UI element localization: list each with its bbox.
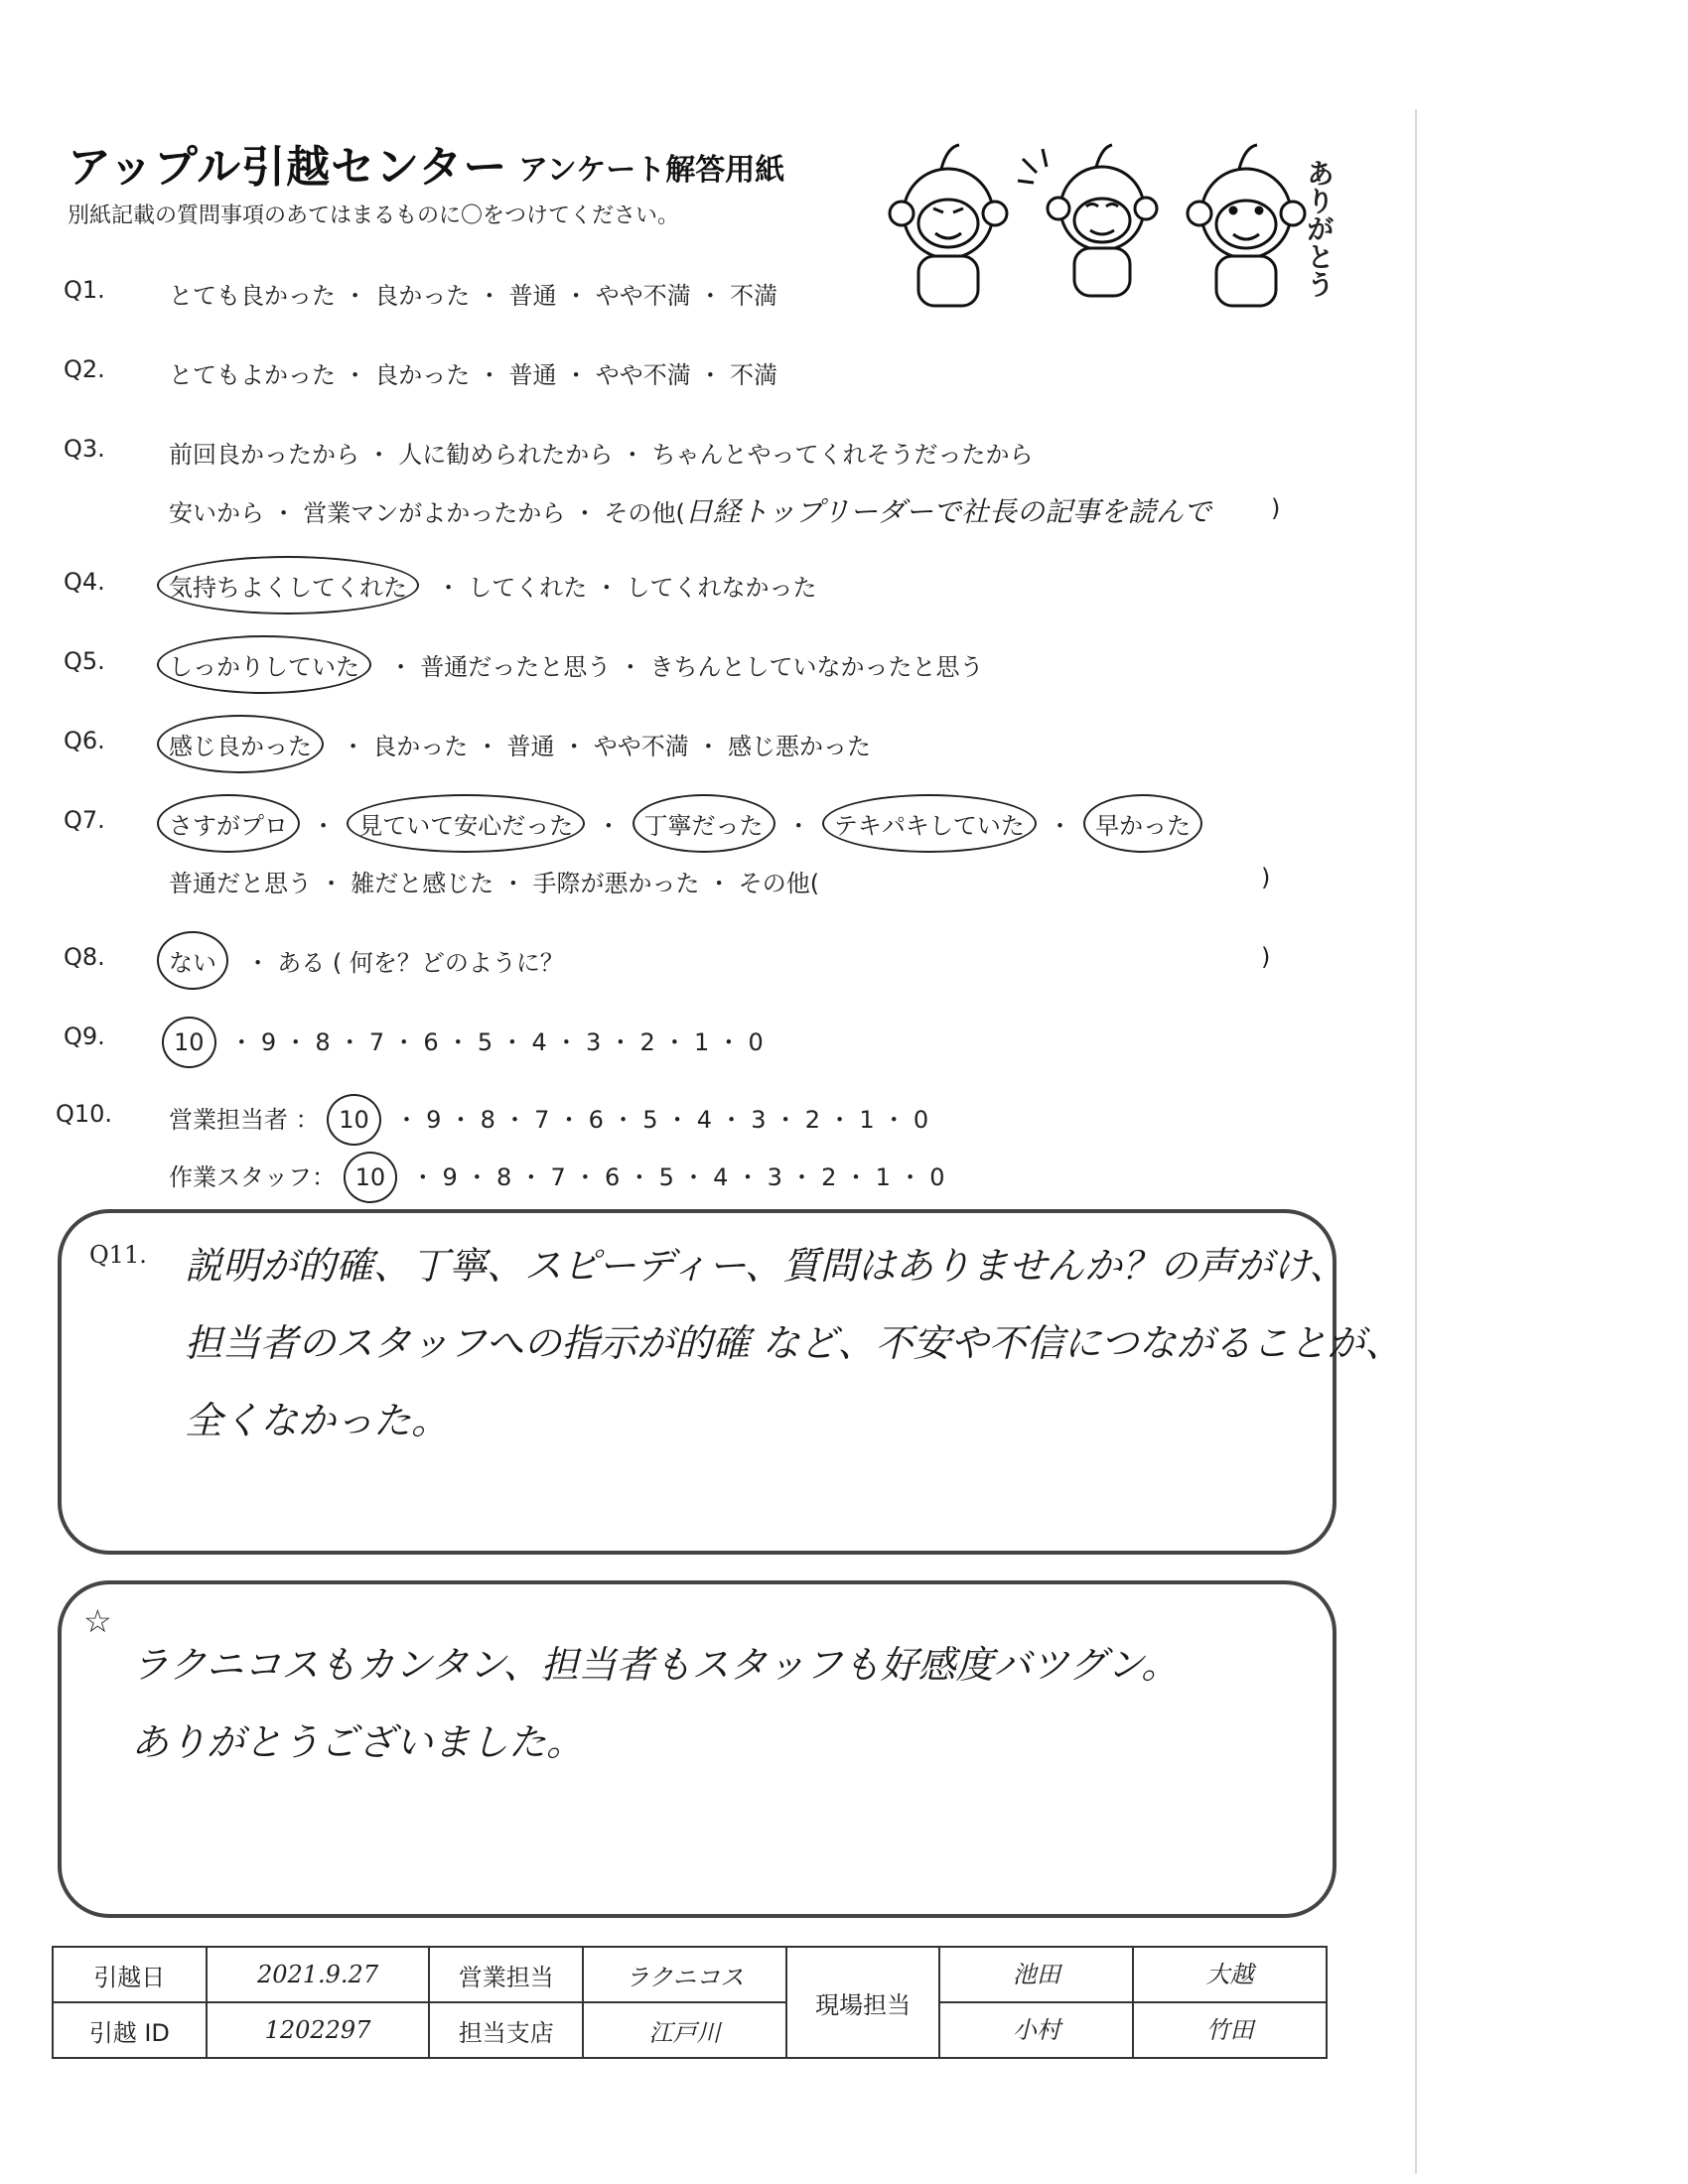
q7-separator: ・ xyxy=(596,812,621,840)
mascot-middle xyxy=(1018,145,1157,296)
q3-line2-text: 安いから ・ 営業マンがよかったから ・ その他( xyxy=(169,499,685,527)
q10-staff-label: 作業スタッフ： xyxy=(169,1163,336,1191)
q3-close-paren: ) xyxy=(1271,494,1281,522)
q10-sales-selected: 10 xyxy=(339,1106,369,1134)
q3-other-handwritten: 日経トップリーダーで社長の記事を読んで xyxy=(684,495,1211,528)
form-subtitle: アンケート解答用紙 xyxy=(518,153,785,188)
q3-label: Q3. xyxy=(64,435,105,463)
q7-options-line2: 普通だと思う ・ 雑だと感じた ・ 手際が悪かった ・ その他( xyxy=(169,870,820,897)
q7-separator: ・ xyxy=(1048,812,1072,840)
q7-options-line1 xyxy=(169,806,1191,841)
q11-handwritten-line: 担当者のスタッフへの指示が的確 など、不安や不信につながることが、 xyxy=(185,1321,1403,1365)
q2-options: とてもよかった ・ 良かった ・ 普通 ・ やや不満 ・ 不満 xyxy=(169,361,778,389)
moving-id-label: 引越 ID xyxy=(53,2002,207,2058)
q11-label: Q11. xyxy=(89,1241,147,1269)
site-staff-name: 竹田 xyxy=(1133,2002,1327,2058)
q10-sales-row xyxy=(169,1100,928,1135)
q9-other-options: ・ 9 ・ 8 ・ 7 ・ 6 ・ 5 ・ 4 ・ 3 ・ 2 ・ 1 ・ 0 xyxy=(229,1028,764,1056)
q7-separator: ・ xyxy=(786,812,811,840)
table-row xyxy=(53,1947,1327,2002)
comment-handwritten-line: ありがとうございました。 xyxy=(131,1720,585,1764)
q10-sales-label: 営業担当者 ： xyxy=(169,1106,320,1134)
sales-rep-value: ラクニコス xyxy=(583,1947,786,2002)
mascot-right xyxy=(1188,145,1305,306)
q7-selected-option: 丁寧だった xyxy=(644,806,764,841)
q8-selected-option: ない xyxy=(169,943,216,978)
q8-close-paren: ) xyxy=(1261,943,1271,971)
q10-staff-row xyxy=(169,1158,944,1192)
sales-rep-label: 営業担当 xyxy=(429,1947,583,2002)
q7-close-paren: ) xyxy=(1261,864,1271,891)
q3-options-line2 xyxy=(169,490,1211,530)
q9-selected-option: 10 xyxy=(174,1028,205,1056)
mascot-left xyxy=(890,145,1007,306)
q7-selected-option: さすがプロ xyxy=(169,806,288,841)
branch-value: 江戸川 xyxy=(583,2002,786,2058)
q3-options-line1: 前回良かったから ・ 人に勧められたから ・ ちゃんとやってくれそうだったから xyxy=(169,441,1034,469)
q11-answer-box xyxy=(58,1209,1403,1555)
q11-handwritten-line: 説明が的確、丁寧、スピーディー、質問はありませんか？の声がけ、 xyxy=(185,1244,1347,1288)
table-row xyxy=(53,2002,1327,2058)
site-staff-name: 大越 xyxy=(1133,1947,1327,2002)
q5-options xyxy=(169,647,984,682)
comment-box xyxy=(58,1580,1336,1918)
q7-separator: ・ xyxy=(311,812,336,840)
mascot-caption: ありがとう xyxy=(1303,159,1336,298)
q5-label: Q5. xyxy=(64,647,105,675)
q6-options xyxy=(169,727,871,761)
q9-options xyxy=(174,1023,764,1057)
q5-other-options: ・ 普通だったと思う ・ きちんとしていなかったと思う xyxy=(388,653,984,681)
q5-selected-option: しっかりしていた xyxy=(169,647,359,682)
branch-label: 担当支店 xyxy=(429,2002,583,2058)
q7-selected-option: テキパキしていた xyxy=(834,806,1025,841)
instruction-text: 別紙記載の質問事項のあてはまるものに〇をつけてください。 xyxy=(68,204,680,228)
q10-staff-other-options: ・ 9 ・ 8 ・ 7 ・ 6 ・ 5 ・ 4 ・ 3 ・ 2 ・ 1 ・ 0 xyxy=(410,1163,945,1191)
brand-title: アップル引越センター xyxy=(68,142,508,193)
q8-label: Q8. xyxy=(64,943,105,971)
moving-date-value: 2021.9.27 xyxy=(207,1947,430,2002)
moving-id-value: 1202297 xyxy=(207,2002,430,2058)
monkey-mascot-icon xyxy=(874,139,1340,318)
star-icon: ☆ xyxy=(83,1602,112,1640)
q6-other-options: ・ 良かった ・ 普通 ・ やや不満 ・ 感じ悪かった xyxy=(341,733,872,760)
q4-options xyxy=(169,568,817,603)
page-edge-shadow xyxy=(1415,109,1417,2174)
q4-selected-option: 気持ちよくしてくれた xyxy=(169,568,407,603)
q1-options: とても良かった ・ 良かった ・ 普通 ・ やや不満 ・ 不満 xyxy=(169,282,778,310)
q6-selected-option: 感じ良かった xyxy=(169,727,312,761)
q9-label: Q9. xyxy=(64,1023,105,1050)
q2-label: Q2. xyxy=(64,355,105,383)
moving-info-table xyxy=(52,1946,1328,2059)
q4-label: Q4. xyxy=(64,568,105,596)
q4-other-options: ・ してくれた ・ してくれなかった xyxy=(436,574,817,602)
q7-label: Q7. xyxy=(64,806,105,834)
q11-handwritten-line: 全くなかった。 xyxy=(185,1399,450,1442)
q10-staff-selected: 10 xyxy=(354,1163,386,1191)
site-staff-name: 小村 xyxy=(939,2002,1133,2058)
q7-selected-option: 見ていて安心だった xyxy=(358,806,573,841)
comment-handwritten-line: ラクニコスもカンタン、担当者もスタッフも好感度バツグン。 xyxy=(131,1643,1180,1687)
q8-other-options: ・ ある ( 何を？どのように？ xyxy=(245,949,564,977)
q8-options xyxy=(169,943,564,978)
q6-label: Q6. xyxy=(64,727,105,754)
q1-label: Q1. xyxy=(64,276,105,304)
q7-selected-option: 早かった xyxy=(1095,806,1191,841)
site-staff-label: 現場担当 xyxy=(786,1947,940,2058)
site-staff-name: 池田 xyxy=(939,1947,1133,2002)
q10-sales-other-options: ・ 9 ・ 8 ・ 7 ・ 6 ・ 5 ・ 4 ・ 3 ・ 2 ・ 1 ・ 0 xyxy=(394,1106,929,1134)
q10-label: Q10. xyxy=(56,1100,113,1128)
moving-date-label: 引越日 xyxy=(53,1947,207,2002)
